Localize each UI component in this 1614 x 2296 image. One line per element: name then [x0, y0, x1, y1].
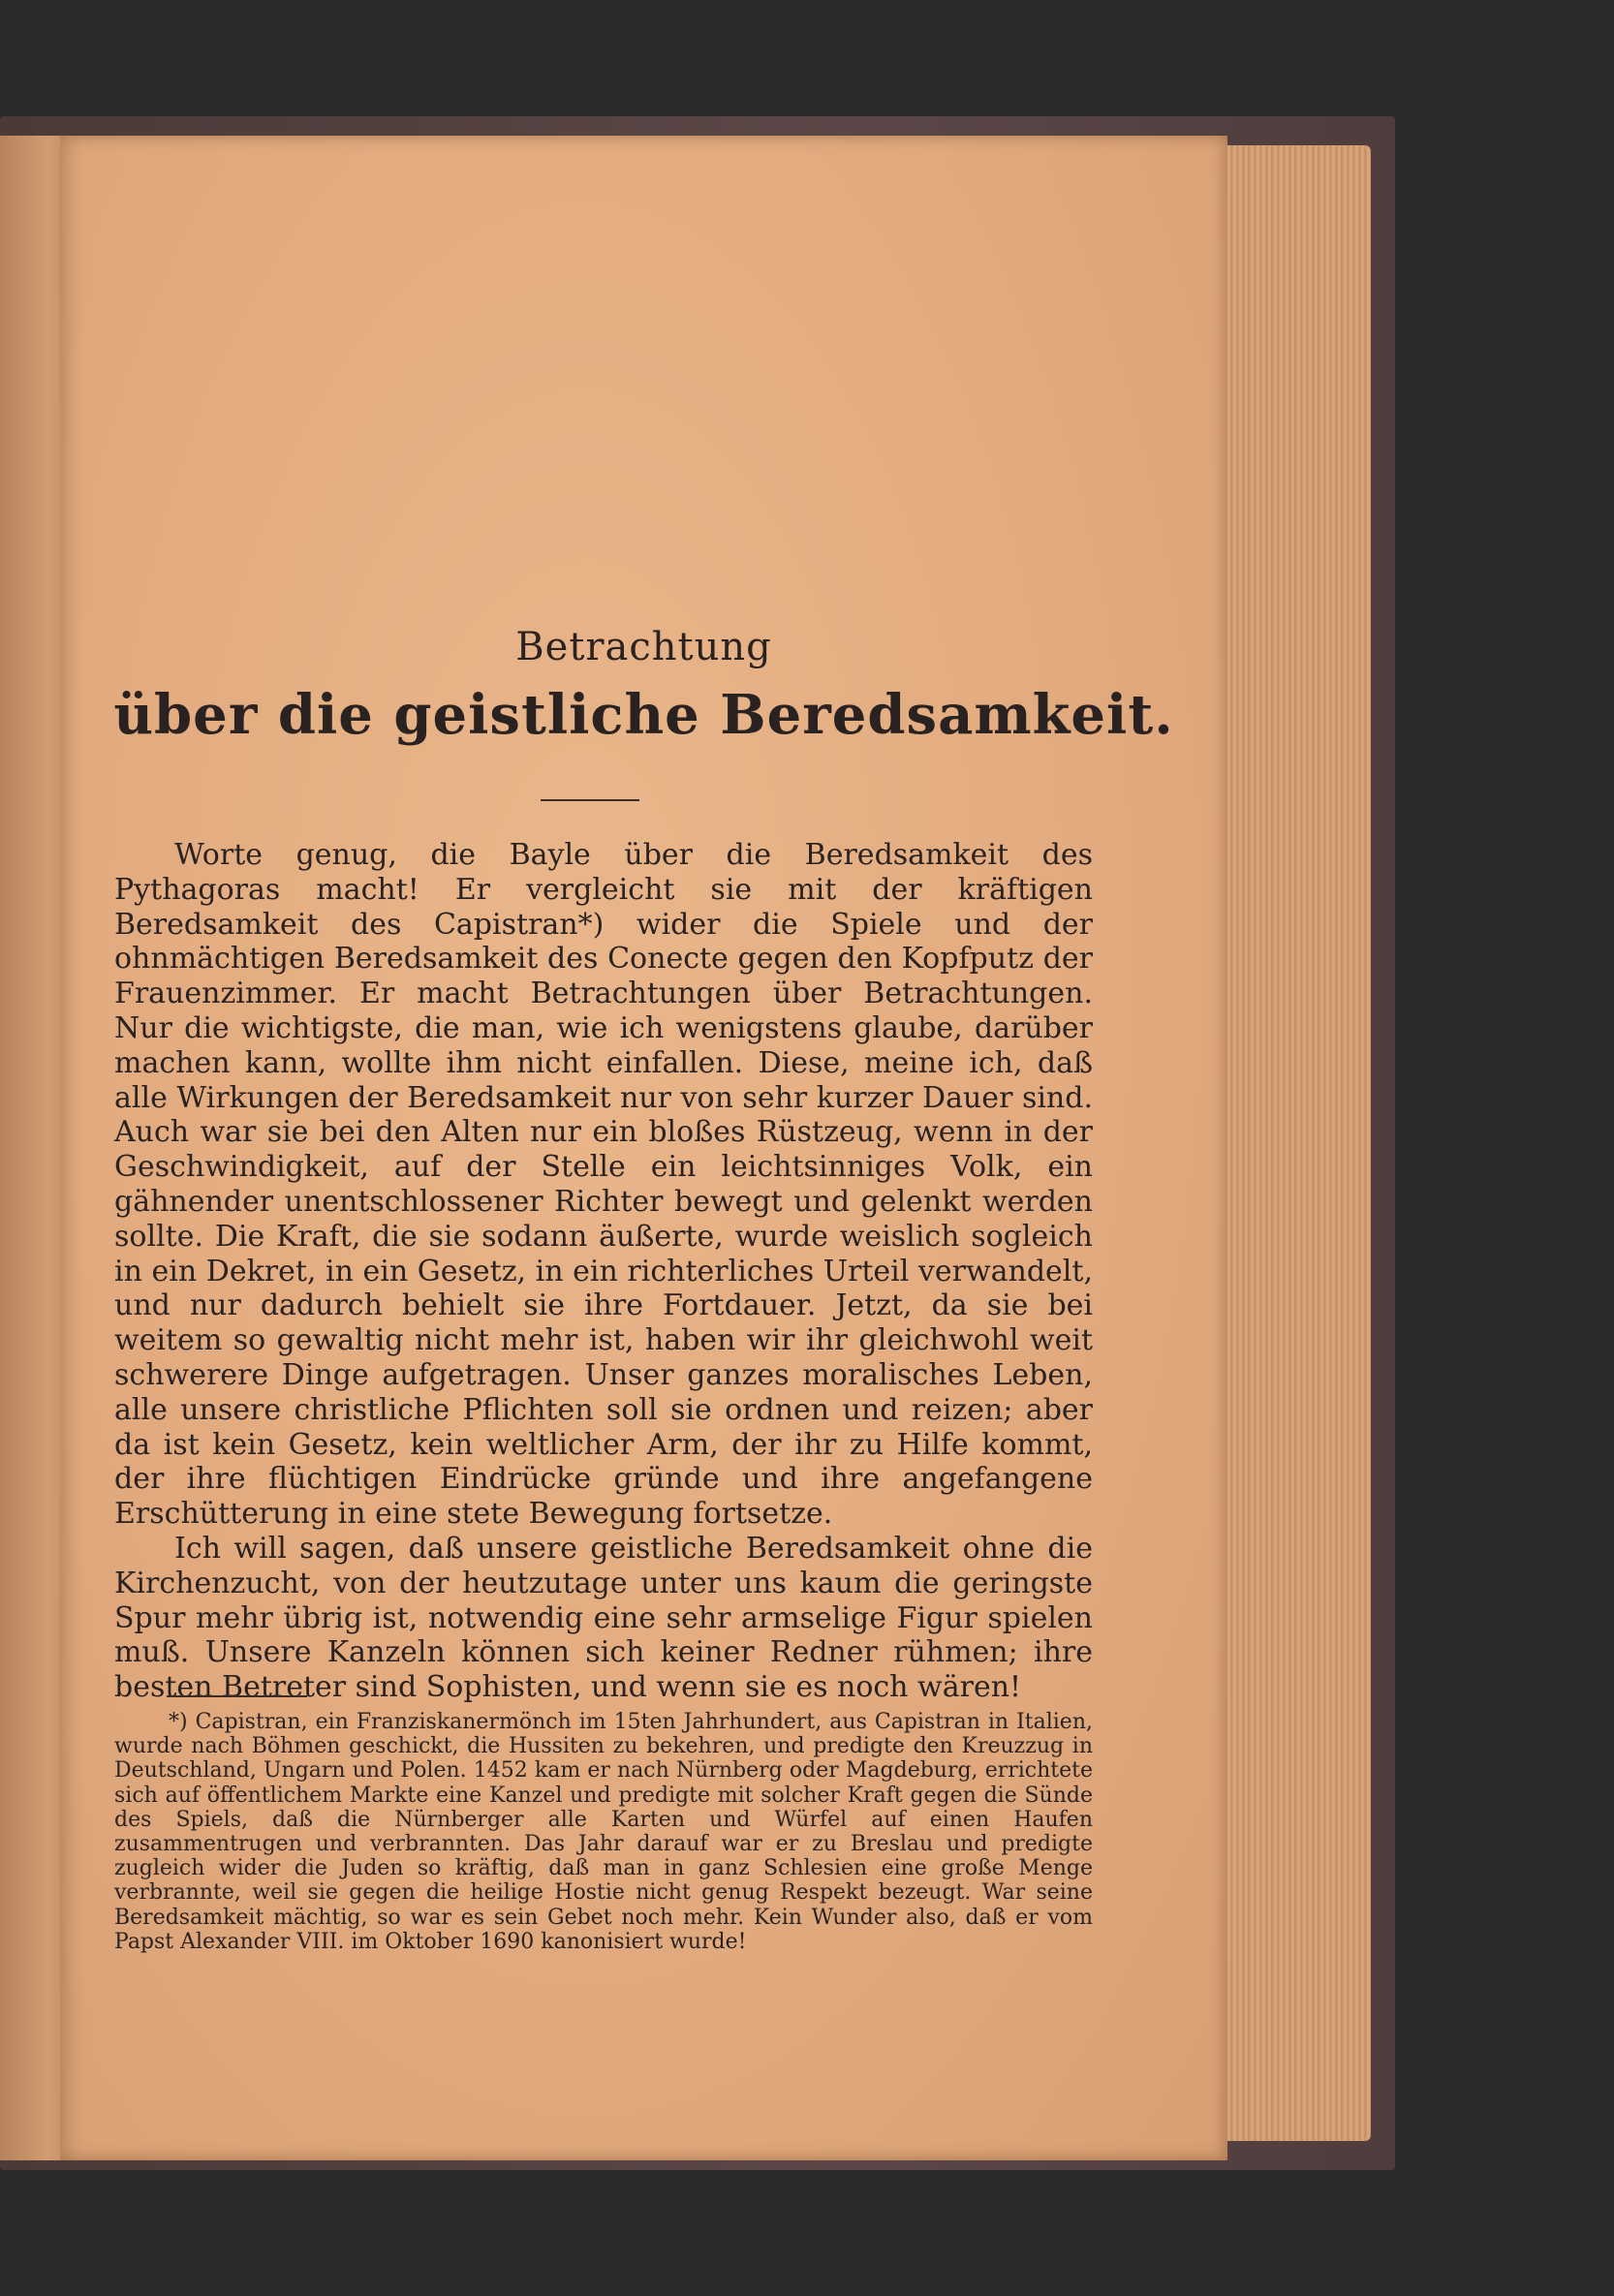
footnote-text: *) Capistran, ein Franziskanermönch im 15ten Jahrhundert, aus Capistran in Italien, wurde nach Böhmen geschickt, die Hussiten zu bekehren, und predigte den Kreuzzug in Deutschland, Ungarn und Polen. 1452 kam er nach Nürnberg oder Magdeburg, errichtete sich auf öffentlichem Markte eine Kanzel und predigte mit solcher Kraft gegen die Sünde des Spiels, daß die Nürnberger alle Karten und Würfel auf einen Haufen zusammentrugen und verbrannten. Das Jahr darauf war er zu Breslau und predigte zugleich wider die Juden so kräftig, daß man in ganz Schlesien eine große Menge verbrannte, weil sie gegen die heilige Hostie nicht genug Respekt bezeugt. War seine Beredsamkeit mächtig, so war es sein Gebet noch mehr. Kein Wunder also, daß er vom Papst Alexander VIII. im Oktober 1690 kanonisiert wurde!	[114, 1710, 1093, 1954]
book-page	[60, 136, 1227, 2160]
title-line-2: über die geistliche Beredsamkeit.	[113, 683, 1174, 747]
paragraph-1: Worte genug, die Bayle über die Beredsamkeit des Pythagoras macht! Er vergleicht sie mit der kräftigen Beredsamkeit des Capistran*) wider die Spiele und der ohnmächtigen Beredsamkeit des Conecte gegen den Kopfputz der Frauenzimmer. Er macht Betrachtungen über Betrachtungen. Nur die wichtigste, die man, wie ich wenigstens glaube, darüber machen kann, wollte ihm nicht einfallen. Diese, meine ich, daß alle Wirkungen der Beredsamkeit nur von sehr kurzer Dauer sind. Auch war sie bei den Alten nur ein bloßes Rüstzeug, wenn in der Geschwindigkeit, auf der Stelle ein leichtsinniges Volk, ein gähnender unentschlossener Richter bewegt und gelenkt werden sollte. Die Kraft, die sie sodann äußerte, wurde weislich sogleich in ein Dekret, in ein Gesetz, in ein richterliches Urteil verwandelt, und nur dadurch behielt sie ihre Fortdauer. Jetzt, da sie bei weitem so gewaltig nicht mehr ist, haben wir ihr gleichwohl weit schwerere Dinge aufgetragen. Unser ganzes moralisches Leben, alle unsere christliche Pflichten soll sie ordnen und reizen; aber da ist kein Gesetz, kein weltlicher Arm, der ihr zu Hilfe kommt, der ihre flüchtigen Eindrücke gründe und ihre angefangene Erschütterung in eine stete Bewegung fortsetze.	[114, 838, 1093, 1532]
body-text	[114, 838, 1093, 1705]
title-divider	[541, 799, 639, 801]
paragraph-2: Ich will sagen, daß unsere geistliche Beredsamkeit ohne die Kirchenzucht, von der heutzutage unter uns kaum die geringste Spur mehr übrig ist, notwendig eine sehr armselige Figur spielen muß. Unsere Kanzeln können sich keiner Redner rühmen; ihre besten Betreter sind Sophisten, und wenn sie es noch wären!	[114, 1531, 1093, 1705]
page-block-edges	[1216, 145, 1371, 2141]
footnote	[114, 1710, 1093, 1954]
title-line-1: Betrachtung	[515, 625, 772, 669]
footnote-divider	[167, 1695, 307, 1697]
